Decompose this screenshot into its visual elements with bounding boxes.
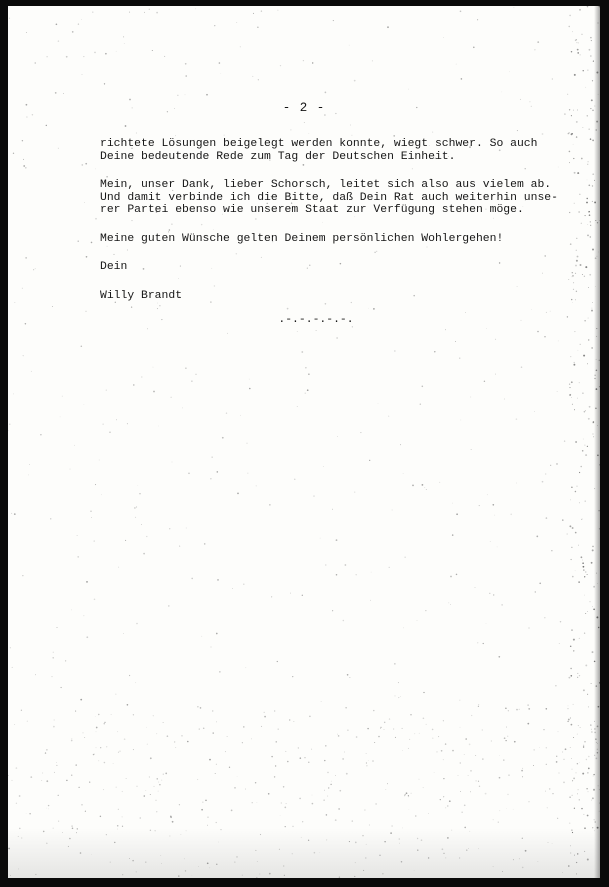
paragraph-1 bbox=[100, 138, 580, 163]
scan-shadow-right bbox=[594, 6, 600, 878]
paragraph-2 bbox=[100, 179, 580, 217]
letter-body bbox=[100, 138, 580, 318]
text-line: richtete Lösungen beigelegt werden konnte, wiegt schwer. So auch bbox=[100, 138, 538, 150]
closing-mark: .-.-.-.-.-. bbox=[278, 314, 354, 326]
text-line: Meine guten Wünsche gelten Deinem persönlichen Wohlergehen! bbox=[100, 232, 504, 245]
text-line: Und damit verbinde ich die Bitte, daß Dein Rat auch weiterhin unse- bbox=[100, 191, 558, 204]
text-line: Mein, unser Dank, lieber Schorsch, leitet sich also aus vielem ab. bbox=[100, 179, 552, 191]
scan-shadow-bottom bbox=[8, 828, 600, 878]
signature bbox=[100, 290, 580, 303]
signature-name: Willy Brandt bbox=[100, 289, 183, 302]
scan-noise bbox=[8, 6, 600, 878]
page-number: - 2 - bbox=[282, 101, 326, 115]
paragraph-3 bbox=[100, 233, 580, 246]
text-line: rer Partei ebenso wie unserem Staat zur Verfügung stehen möge. bbox=[100, 204, 524, 216]
salutation bbox=[100, 261, 580, 274]
salutation-text: Dein bbox=[100, 261, 128, 273]
text-line: Deine bedeutende Rede zum Tag der Deutschen Einheit. bbox=[100, 150, 456, 163]
document-page bbox=[8, 6, 600, 878]
